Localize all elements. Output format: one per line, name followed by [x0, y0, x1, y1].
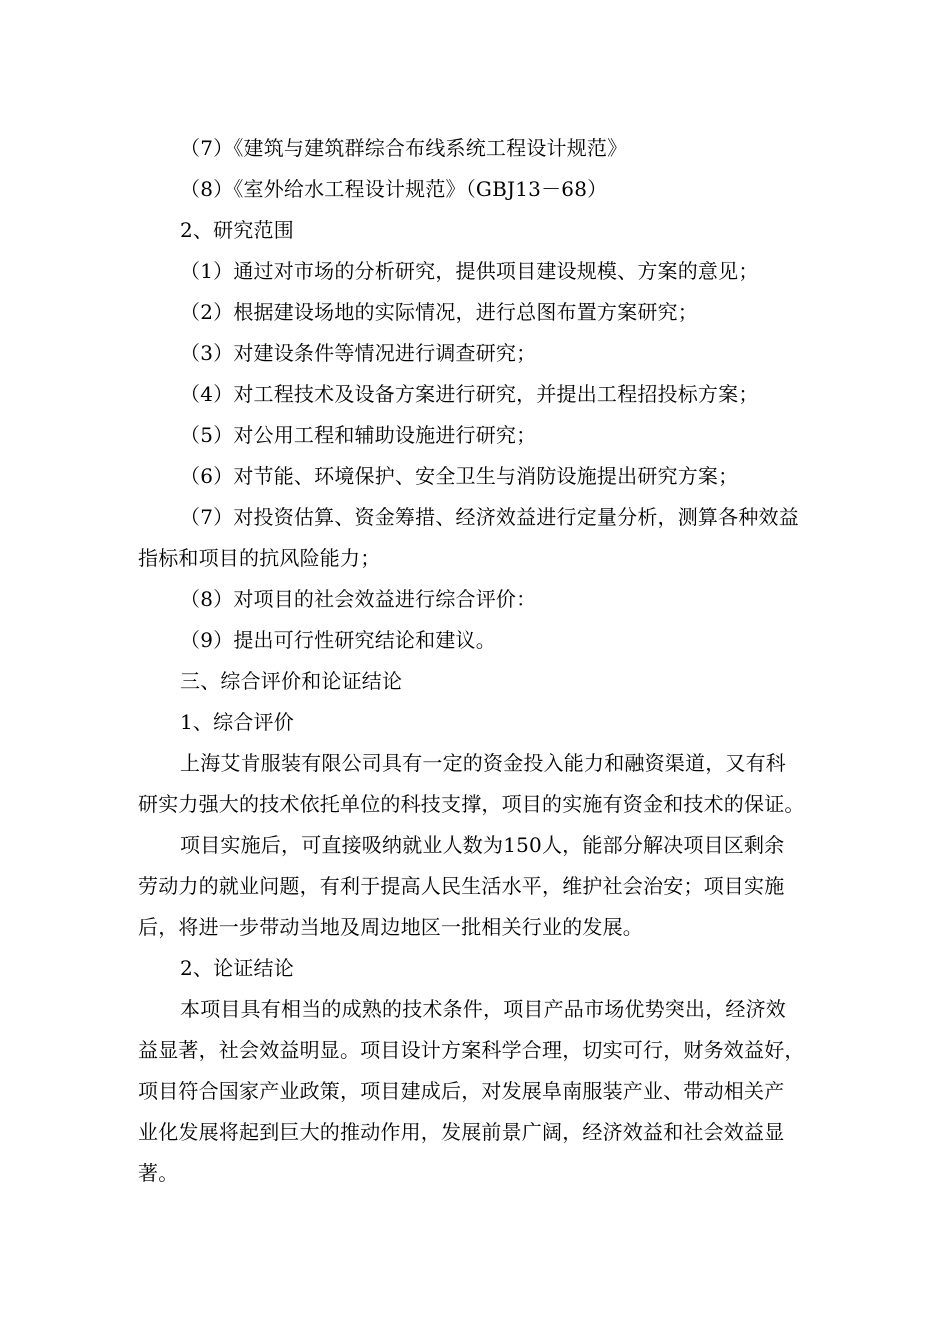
- text-line: （1）通过对市场的分析研究，提供项目建设规模、方案的意见；: [180, 259, 759, 283]
- text-line: 指标和项目的抗风险能力；: [138, 546, 381, 570]
- text-line: （5）对公用工程和辅助设施进行研究；: [180, 423, 537, 447]
- subsection-heading: 1、综合评价: [180, 710, 294, 734]
- text-line: （7）对投资估算、资金筹措、经济效益进行定量分析，测算各种效益: [180, 505, 799, 529]
- paragraph-line: 著。: [138, 1161, 179, 1185]
- section-heading: 2、研究范围: [180, 218, 294, 242]
- text-line: （8）《室外给水工程设计规范》（GBJ13－68）: [180, 177, 608, 201]
- paragraph-line: 上海艾肯服装有限公司具有一定的资金投入能力和融资渠道，又有科: [180, 751, 786, 775]
- paragraph-line: 业化发展将起到巨大的推动作用，发展前景广阔，经济效益和社会效益显: [138, 1120, 785, 1144]
- text-line: （3）对建设条件等情况进行调查研究；: [180, 341, 537, 365]
- text-line: （8）对项目的社会效益进行综合评价：: [180, 587, 537, 611]
- text-line: （7）《建筑与建筑群综合布线系统工程设计规范》: [180, 136, 628, 160]
- subsection-heading: 2、论证结论: [180, 956, 294, 980]
- section-heading: 三、综合评价和论证结论: [180, 669, 403, 693]
- paragraph-line: 益显著，社会效益明显。项目设计方案科学合理，切实可行，财务效益好，: [138, 1038, 805, 1062]
- paragraph-line: 项目符合国家产业政策，项目建成后，对发展阜南服装产业、带动相关产: [138, 1079, 785, 1103]
- text-line: （4）对工程技术及设备方案进行研究，并提出工程招投标方案；: [180, 382, 759, 406]
- text-line: （2）根据建设场地的实际情况，进行总图布置方案研究；: [180, 300, 698, 324]
- paragraph-line: 劳动力的就业问题，有利于提高人民生活水平，维护社会治安；项目实施: [138, 874, 785, 898]
- paragraph-line: 本项目具有相当的成熟的技术条件，项目产品市场优势突出，经济效: [180, 997, 786, 1021]
- paragraph-line: 研实力强大的技术依托单位的科技支撑，项目的实施有资金和技术的保证。: [138, 792, 805, 816]
- text-line: （9）提出可行性研究结论和建议。: [180, 628, 496, 652]
- paragraph-line: 后，将进一步带动当地及周边地区一批相关行业的发展。: [138, 915, 643, 939]
- paragraph-line: 项目实施后，可直接吸纳就业人数为150人，能部分解决项目区剩余: [180, 833, 785, 857]
- text-line: （6）对节能、环境保护、安全卫生与消防设施提出研究方案；: [180, 464, 739, 488]
